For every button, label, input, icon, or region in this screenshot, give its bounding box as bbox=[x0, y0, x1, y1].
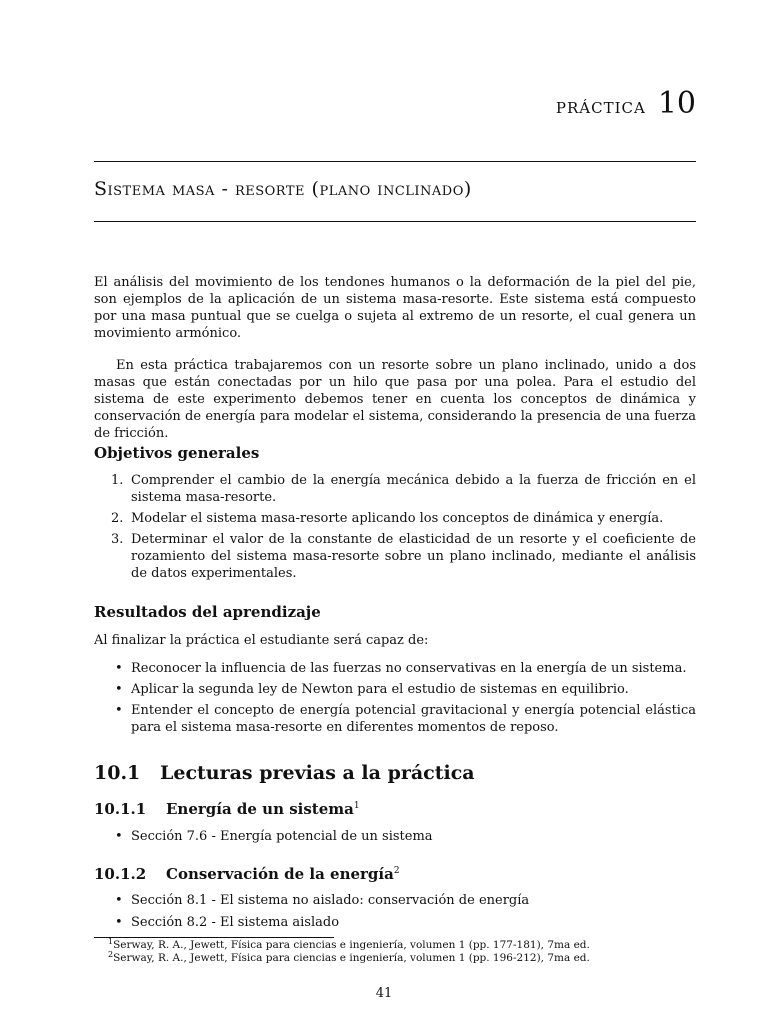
section-heading: 10.1 Lecturas previas a la práctica bbox=[94, 762, 475, 784]
title-rule-bottom bbox=[94, 221, 696, 222]
resultados-list bbox=[94, 660, 696, 740]
footnote-2: $^2$Serway, R. A., Jewett, Física para ciencias e ingeniería, volumen 1 (pp. 196-212), 7ma ed. bbox=[108, 950, 590, 964]
page-number: 41 bbox=[375, 986, 393, 1001]
list-item: • Aplicar la segunda ley de Newton para el estudio de sistemas en equilibrio. bbox=[115, 682, 629, 697]
chapter-label bbox=[556, 82, 696, 129]
footnote-ref: 1 bbox=[353, 801, 360, 811]
intro-paragraph-1: El análisis del movimiento de los tendones humanos o la deformación de la piel del pie, son ejemplos de la aplicación de un sistema masa-resorte. Este sistema está compuesto por una masa puntual que se cuelga o sujeta al extremo de un resorte, el cual genera un movimiento armónico. bbox=[94, 275, 696, 341]
resultados-heading: Resultados del aprendizaje bbox=[94, 603, 321, 621]
list-item: 1. Comprender el cambio de la energía mecánica debido a la fuerza de fricción en el sistema masa-resorte. bbox=[111, 473, 696, 505]
title-rule-top bbox=[94, 161, 696, 162]
list-item: • Reconocer la influencia de las fuerzas no conservativas en la energía de un sistema. bbox=[115, 661, 687, 676]
list-item: 3. Determinar el valor de la constante de elasticidad de un resorte y el coeficiente de rozamiento del sistema masa-resorte sobre un plano inclinado, mediante el análisis de datos experimentales. bbox=[111, 532, 696, 581]
chapter-word: práctica bbox=[555, 94, 646, 119]
objetivos-heading: Objetivos generales bbox=[94, 444, 260, 462]
subsection-heading-2: 10.1.2 Conservación de la energía$^2$ bbox=[94, 865, 400, 883]
list-item: • Sección 8.1 - El sistema no aislado: conservación de energía bbox=[115, 893, 530, 908]
sub1-list bbox=[94, 828, 696, 849]
resultados-intro: Al finalizar la práctica el estudiante será capaz de: bbox=[94, 633, 429, 648]
sub2-list bbox=[94, 892, 696, 935]
subsection-heading-1: 10.1.1 Energía de un sistema$^1$ bbox=[94, 800, 360, 818]
chapter-title: Sistema masa - resorte (plano inclinado) bbox=[94, 178, 472, 200]
objetivos-list bbox=[94, 472, 696, 586]
list-item: 2. Modelar el sistema masa-resorte aplicando los conceptos de dinámica y energía. bbox=[111, 511, 664, 526]
chapter-number: 10 bbox=[657, 86, 696, 121]
footnote-rule bbox=[94, 937, 334, 938]
list-item: • Sección 8.2 - El sistema aislado bbox=[115, 915, 340, 930]
footnote-1: $^1$Serway, R. A., Jewett, Física para ciencias e ingeniería, volumen 1 (pp. 177-181), 7ma ed. bbox=[108, 937, 590, 951]
list-item: • Sección 7.6 - Energía potencial de un sistema bbox=[115, 829, 433, 844]
intro-paragraph-2: En esta práctica trabajaremos con un resorte sobre un plano inclinado, unido a dos masas que están conectadas por un hilo que pasa por una polea. Para el estudio del sistema de este experimento debemos tener en cuenta los conceptos de dinámica y conservación de energía para modelar el sistema, considerando la presencia de una fuerza de fricción. bbox=[94, 358, 696, 441]
list-item: • Entender el concepto de energía potencial gravitacional y energía potencial elástica para el sistema masa-resorte en diferentes momentos de reposo. bbox=[115, 703, 696, 735]
footnote-ref: 2 bbox=[393, 866, 400, 876]
